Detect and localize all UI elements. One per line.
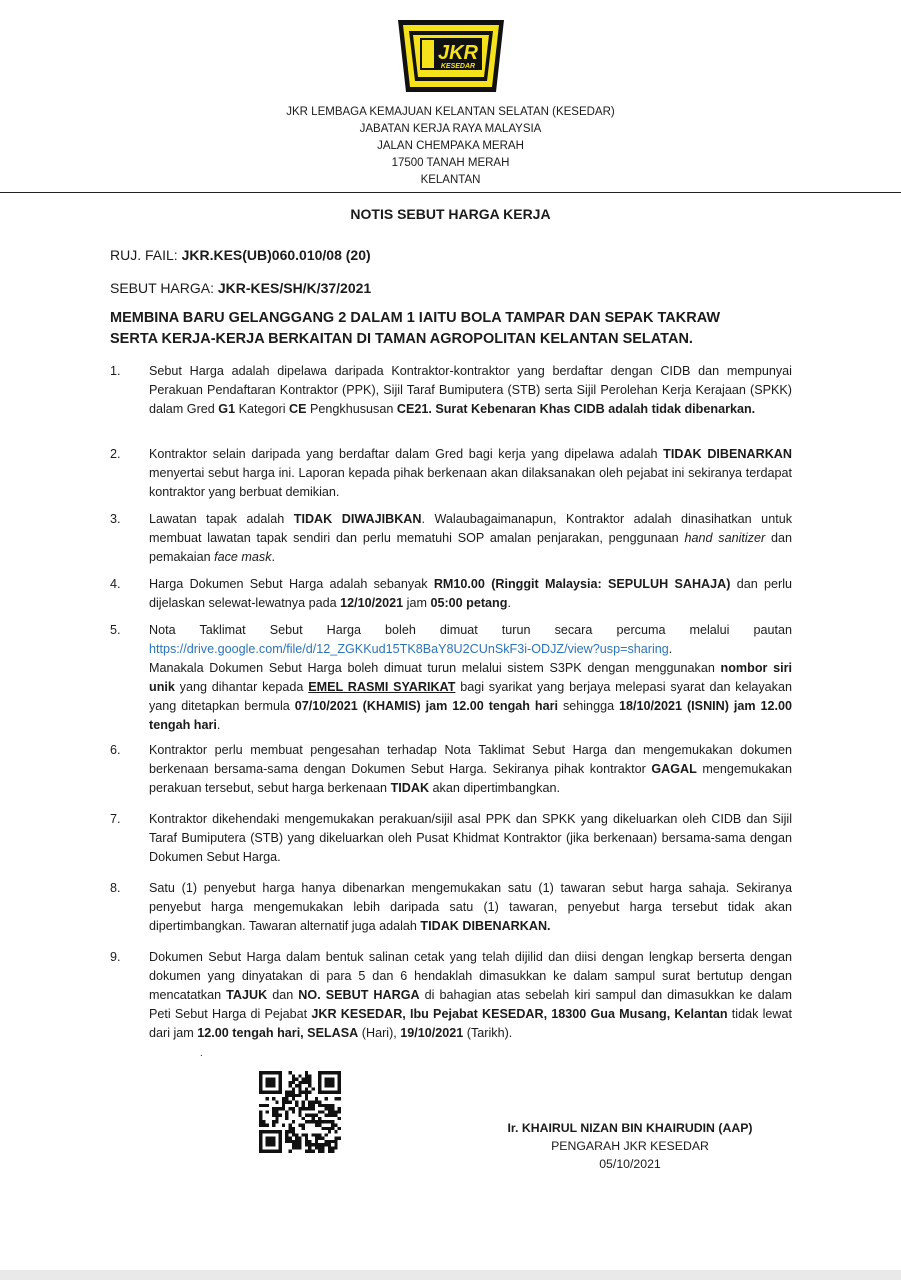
logo-text: JKR (437, 42, 479, 64)
file-reference: RUJ. FAIL: JKR.KES(UB)060.010/08 (20) (110, 247, 371, 263)
page-bottom-edge (0, 1270, 901, 1280)
qr-code[interactable] (259, 1071, 341, 1153)
drive-link[interactable]: https://drive.google.com/file/d/12_ZGKKud15TK8BaY8U2CUnSkF3i-ODJZ/view?usp=sharing (149, 642, 669, 656)
quotation-number: SEBUT HARGA: JKR-KES/SH/K/37/2021 (110, 280, 372, 296)
signatory-position: PENGARAH JKR KESEDAR (551, 1139, 709, 1153)
org-name: JKR LEMBAGA KEMAJUAN KELANTAN SELATAN (KESEDAR) (286, 106, 615, 118)
stray-dot: . (200, 1048, 203, 1059)
address-line-2: JABATAN KERJA RAYA MALAYSIA (359, 123, 542, 135)
notice-title: NOTIS SEBUT HARGA KERJA (350, 206, 551, 222)
address-line-4: 17500 TANAH MERAH (391, 157, 510, 169)
signature-date: 05/10/2021 (599, 1157, 661, 1171)
header-divider (0, 192, 901, 193)
logo-subtext: KESEDAR (440, 63, 476, 70)
jkr-kesedar-logo (392, 14, 510, 98)
notice-page: JKR KESEDAR JKR LEMBAGA KEMAJUAN KELANTAN SELATAN (KESEDAR) JABATAN KERJA RAYA MALAYSIA JALAN CHEMPAKA MERAH 17500 TANAH MERAH KELANTAN NOTIS SEBUT HARGA KERJA RUJ. FAIL: JKR.KES(UB)060.010/08 (20) SEBUT HARGA: JKR-KES/SH/K/37/2021 MEMBINA BARU GELANGGANG 2 DALAM 1 IAITU BOLA TAMPAR DAN SEPAK TAKRAW SERTA KERJA-KERJA BERKAITAN DI TAMAN AGROPOLITAN KELANTAN SELATAN. 1. Sebut Harga adalah dipelawa daripada Kontraktor-kontraktor yang berdaftar dengan CIDB dan mempunyai Perakuan Pendaftaran Kontraktor (PPK), Sijil Taraf Bumiputera (STB) serta Sijil Perolehan Kerja Kerajaan (SPKK) dalam Gred G1 Kategori CE Pengkhususan CE21. Surat Kebenaran Khas CIDB adalah tidak dibenarkan. 2. Kontraktor selain daripada yang berdaftar dalam Gred bagi kerja yang dipelawa adalah TIDAK DIBENARKAN menyertai sebut harga ini. Laporan kepada pihak berkenaan akan dilaksanakan oleh pejabat ini sekiranya terdapat kontraktor yang berbuat demikian. 3. Lawatan tapak adalah TIDAK DIWAJIBKAN. Walaubagaimanapun, Kontraktor adalah dinasihatkan untuk membuat lawatan tapak sendiri dan perlu mematuhi SOP amalan penjarakan, penggunaan hand sanitizer dan pemakaian face mask. 4. Harga Dokumen Sebut Harga adalah sebanyak RM10.00 (Ringgit Malaysia: SEPULUH SAHAJA) dan perlu dijelaskan selewat-lewatnya pada 12/10/2021 jam 05:00 petang. 5. Nota Taklimat Sebut Harga boleh dimuat turun secara percuma melalui pautan https://drive.google.com/file/d/12_ZGKKud15TK8BaY8U2CUnSkF3i-ODJZ/view?usp=sharing. Manakala Dokumen Sebut Harga boleh dimuat turun melalui sistem S3PK dengan menggunakan nombor siri unik yang dihantar kepada EMEL RASMI SYARIKAT bagi syarikat yang berjaya melepasi syarat dan kelayakan yang ditetapkan bermula 07/10/2021 (KHAMIS) jam 12.00 tengah hari sehingga 18/10/2021 (ISNIN) jam 12.00 tengah hari. 6. Kontraktor perlu membuat pengesahan terhadap Nota Taklimat Sebut Harga dan mengemukakan dokumen berkenaan bersama-sama dengan Dokumen Sebut Harga. Sekiranya pihak kontraktor GAGAL mengemukakan perakuan tersebut, sebut harga berkenaan TIDAK akan dipertimbangkan. 7. Kontraktor dikehendaki mengemukakan perakuan/sijil asal PPK dan SPKK yang dikeluarkan oleh CIDB dan Sijil Taraf Bumiputera (STB) yang dikeluarkan oleh Pusat Khidmat Kontraktor (jika berkenaan) bersama-sama dengan Dokumen Sebut Harga. 8. Satu (1) penyebut harga hanya dibenarkan mengemukakan satu (1) tawaran sebut harga sahaja. Sekiranya penyebut harga mengemukakan lebih daripada satu (1) tawaran, penyebut harga tersebut tidak akan dipertimbangkan. Tawaran alternatif juga adalah TIDAK DIBENARKAN. 9. Dokumen Sebut Harga dalam bentuk salinan cetak yang telah dijilid dan diisi dengan lengkap berserta dengan dokumen yang dinyatakan di para 5 dan 6 hendaklah dimasukkan ke dalam sampul surat bertutup dengan mencatatkan TAJUK dan NO. SEBUT HARGA di bahagian atas sebelah kiri sampul dan dimasukkan ke dalam Peti Sebut Harga di Pejabat JKR KESEDAR, Ibu Pejabat KESEDAR, 18300 Gua Musang, Kelantan tidak lewat dari jam 12.00 tengah hari, SELASA (Hari), 19/10/2021 (Tarikh). . Ir. KHAIRUL NIZAN BIN KHAIRUDIN (AAP) PENGARAH JKR KESEDAR 05/10/2021 (0, 0, 901, 1280)
project-subject: MEMBINA BARU GELANGGANG 2 DALAM 1 IAITU BOLA TAMPAR DAN SEPAK TAKRAW SERTA KERJA-KERJA BERKAITAN DI TAMAN AGROPOLITAN KELANTAN SELATAN. (110, 310, 721, 347)
address-line-3: JALAN CHEMPAKA MERAH (377, 140, 524, 152)
signatory-name: Ir. KHAIRUL NIZAN BIN KHAIRUDIN (AAP) (507, 1121, 753, 1135)
address-line-5: KELANTAN (420, 174, 481, 186)
